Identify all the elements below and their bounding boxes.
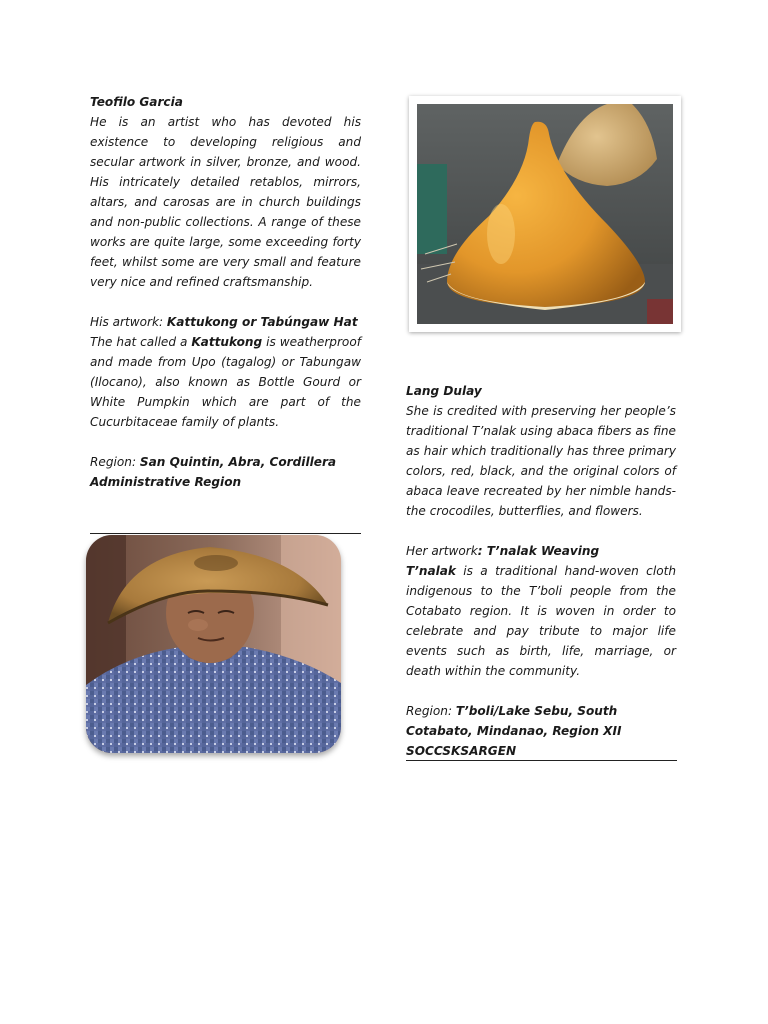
artist-bio: He is an artist who has devoted his existence to developing religious and secular artwork in silver, bronze, and wood. His intricately detailed retablos, mirrors, altars, and carosas are in church buildings and non-public collections. A range of these works are quite large, some exceeding forty feet, whilst some are very small and feature very nice and refined craftsmanship.: [90, 115, 361, 289]
right-divider: [406, 760, 677, 761]
artist-name: Teofilo Garcia: [90, 95, 183, 109]
artwork-desc-pre: The hat called a: [90, 335, 192, 349]
lang-dulay-section: [406, 381, 676, 761]
artwork-desc-bold: T’nalak: [406, 564, 456, 578]
region-value: San Quintin, Abra, Cordillera Administrative Region: [90, 455, 337, 489]
region-value: T’boli/Lake Sebu, South Cotabato, Mindanao, Region XII SOCCSKSARGEN: [406, 704, 622, 758]
artwork-label: Her artwork: [406, 544, 478, 558]
artwork-label: His artwork:: [90, 315, 167, 329]
left-divider: [90, 533, 361, 534]
region-label: Region:: [406, 704, 456, 718]
artwork-heading: [90, 312, 361, 332]
artwork-description: [90, 332, 361, 432]
region-label: Region:: [90, 455, 140, 469]
artwork-desc-post: is a traditional hand-woven cloth indigenous to the T’boli people from the Cotabato region. It is woven in order to celebrate and pay tribute to major life events such as birth, life, marriage, or death within the community.: [406, 564, 676, 678]
artwork-title: Kattukong or Tabúngaw Hat: [166, 315, 358, 329]
artist-portrait-photo: [86, 535, 341, 753]
hat-photo-frame: [409, 96, 681, 332]
kattukong-hat-photo: [417, 104, 673, 324]
artwork-heading: [406, 541, 676, 561]
region-line: [406, 701, 676, 761]
artwork-description: [406, 561, 676, 681]
region-line: [90, 452, 361, 492]
artwork-title: : T’nalak Weaving: [477, 544, 600, 558]
artwork-desc-post: is weatherproof and made from Upo (tagalog) or Tabungaw (Ilocano), also known as Bottle Gourd or White Pumpkin which are part of the Cucurbitaceae family of plants.: [90, 335, 361, 429]
artwork-desc-bold: Kattukong: [191, 335, 263, 349]
artist-bio: She is credited with preserving her people’s traditional T’nalak using abaca fibers as fine as hair which traditionally has three primary colors, red, black, and the original colors of abaca leave recreated by her nimble hands-the crocodiles, butterflies, and flowers.: [406, 404, 676, 518]
artist-name: Lang Dulay: [406, 384, 482, 398]
teofilo-garcia-section: [90, 92, 361, 492]
